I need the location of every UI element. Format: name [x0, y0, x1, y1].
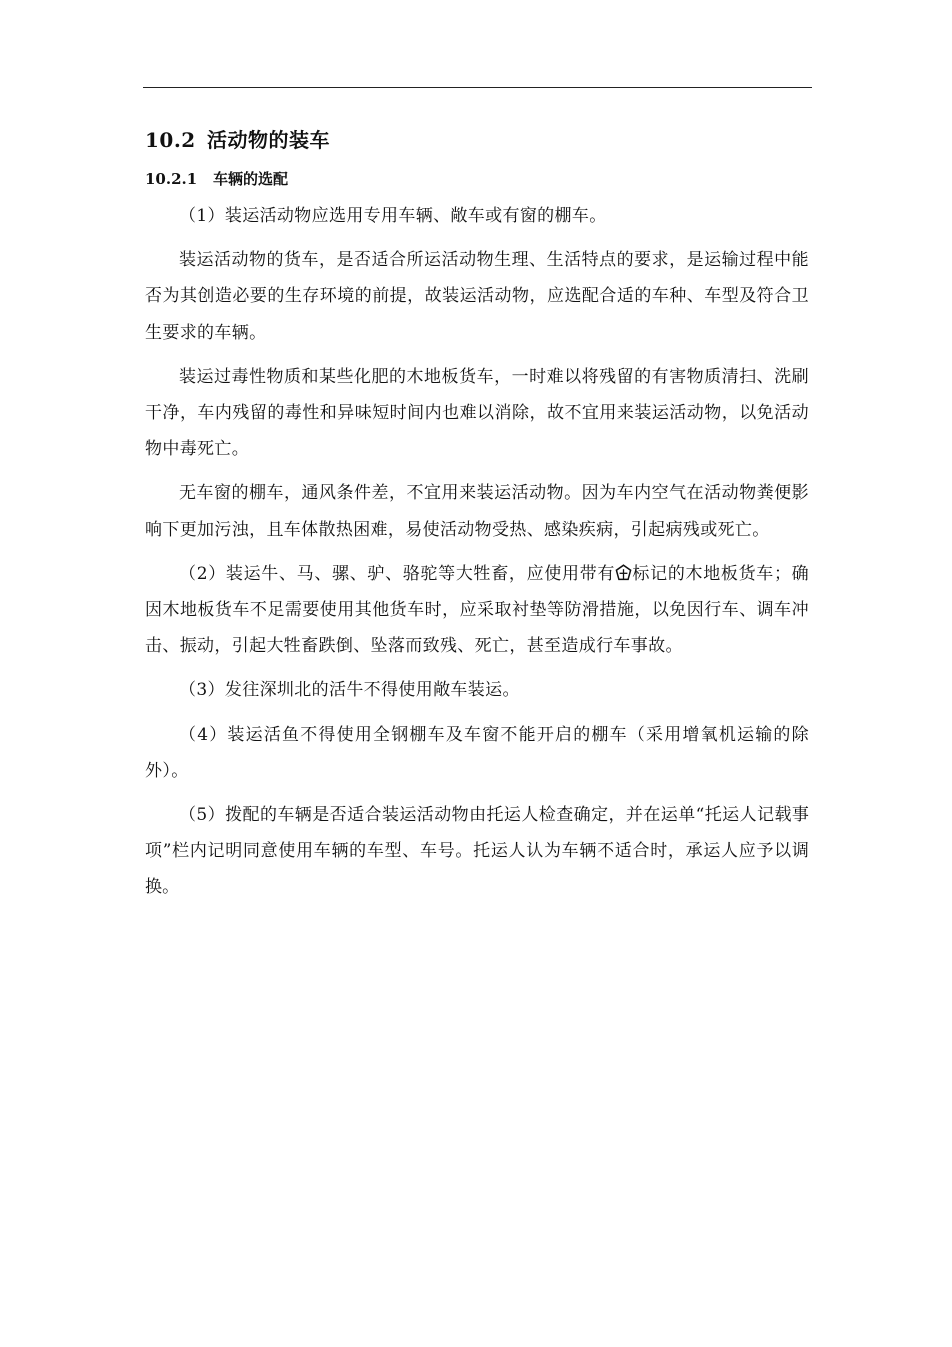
section-heading [145, 122, 809, 158]
subsection-title: 车辆的选配 [213, 170, 289, 188]
paragraph-ventilation: 无车窗的棚车，通风条件差，不宜用来装运活动物。因为车内空气在活动物粪便影响下更加污浊，且车体散热困难，易使活动物受热、感染疾病，引起病残或死亡。 [145, 483, 809, 540]
paragraph-item-1: （1）装运活动物应选用专用车辆、敞车或有窗的棚车。 [179, 206, 607, 226]
document-body [145, 122, 809, 914]
paragraph-item-4: （4）装运活鱼不得使用全钢棚车及车窗不能开启的棚车（采用增氧机运输的除外）。 [145, 724, 809, 781]
paragraph-item-3: （3）发往深圳北的活牛不得使用敞车装运。 [179, 680, 520, 701]
paragraph-item-5: （5）拨配的车辆是否适合装运活动物由托运人检查确定，并在运单“托运人记载事项”栏内记明同意使用车辆的车型、车号。托运人认为车辆不适合时，承运人应予以调换。 [145, 805, 809, 898]
paragraph-item-2-after: 标记的木地板货车；确因木地板货车不足需要使用其他货车时，应采取衬垫等防滑措施，以免因行车、调车冲击、振动，引起大牲畜跌倒、坠落而致残、死亡，甚至造成行车事故。 [145, 563, 809, 657]
paragraph-item-2-before: （2）装运牛、马、骡、驴、骆驼等大牲畜，应使用带有 [179, 563, 616, 584]
section-number: 10.2 [145, 128, 196, 152]
subsection-heading [145, 166, 809, 192]
section-title: 活动物的装车 [207, 128, 330, 152]
header-rule [143, 87, 812, 88]
paragraph-item-2 [145, 556, 809, 665]
pentagon-mark-icon [615, 564, 632, 581]
subsection-number: 10.2.1 [145, 170, 198, 188]
paragraph-toxic-residue: 装运过毒性物质和某些化肥的木地板货车，一时难以将残留的有害物质清扫、洗刷干净，车内残留的毒性和异味短时间内也难以消除，故不宜用来装运活动物，以免活动物中毒死亡。 [145, 366, 809, 460]
paragraph-vehicle-suitability: 装运活动物的货车，是否适合所运活动物生理、生活特点的要求，是运输过程中能否为其创造必要的生存环境的前提，故装运活动物，应选配合适的车种、车型及符合卫生要求的车辆。 [145, 250, 809, 343]
